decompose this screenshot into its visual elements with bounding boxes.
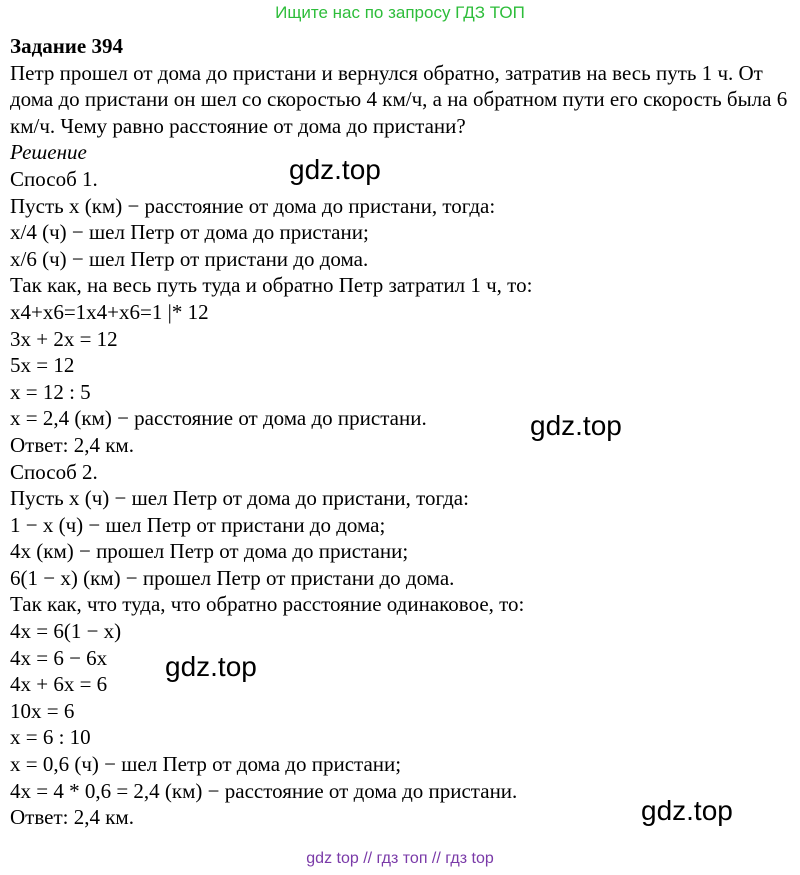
solution-line: 4x = 6 − 6x: [10, 645, 108, 670]
solution-line: Способ 1.: [10, 166, 98, 191]
solution-line: x = 0,6 (ч) − шел Петр от дома до пристани;: [10, 752, 402, 777]
solution-line: x = 6 : 10: [10, 725, 91, 750]
solution-line: 4x = 4 * 0,6 = 2,4 (км) − расстояние от дома до пристани.: [10, 778, 518, 803]
solution-line: x = 2,4 (км) − расстояние от дома до пристани.: [10, 406, 427, 431]
watermark: gdz.top: [289, 154, 381, 185]
solution-line: 3x + 2x = 12: [10, 326, 118, 351]
solution-line: 1 − x (ч) − шел Петр от пристани до дома;: [10, 512, 386, 537]
document-body: [10, 33, 795, 831]
solution-line: Пусть x (ч) − шел Петр от дома до пристани, тогда:: [10, 486, 469, 511]
solution-line: 4x (км) − прошел Петр от дома до пристани;: [10, 539, 409, 564]
solution-line: Ответ: 2,4 км.: [10, 432, 134, 457]
solution-line: 4x + 6x = 6: [10, 672, 108, 697]
watermark: gdz.top: [530, 410, 622, 441]
solution-line: x/6 (ч) − шел Петр от пристани до дома.: [10, 246, 369, 271]
bottom-banner[interactable]: gdz top // гдз топ // гдз top: [306, 850, 494, 867]
watermark: gdz.top: [165, 651, 257, 682]
solution-line: 5x = 12: [10, 353, 75, 378]
solution-line: Так как, на весь путь туда и обратно Петр затратил 1 ч, то:: [10, 273, 533, 298]
top-banner[interactable]: Ищите нас по запросу ГДЗ ТОП: [275, 3, 525, 22]
solution-line: x4+x6=1x4+x6=1 |* 12: [10, 299, 209, 324]
solution-line: Так как, что туда, что обратно расстояние одинаковое, то:: [10, 592, 525, 617]
problem-statement: Петр прошел от дома до пристани и вернулся обратно, затратив на весь путь 1 ч. От дома до пристани он шел со скоростью 4 км/ч, а на обратном пути его скорость была 6 км/ч. Чему равно расстояние от дома до пристани?: [10, 60, 788, 138]
solution-line: x/4 (ч) − шел Петр от дома до пристани;: [10, 220, 369, 245]
solution-heading: Решение: [10, 140, 87, 165]
solution-line: Пусть x (км) − расстояние от дома до пристани, тогда:: [10, 193, 496, 218]
solution-line: x = 12 : 5: [10, 379, 91, 404]
task-title: Задание 394: [10, 34, 123, 58]
solution-lines: [10, 166, 795, 831]
solution-line: 6(1 − x) (км) − прошел Петр от пристани до дома.: [10, 565, 455, 590]
solution-line: 4x = 6(1 − x): [10, 619, 122, 644]
solution-line: 10x = 6: [10, 698, 75, 723]
solution-line: Ответ: 2,4 км.: [10, 805, 134, 830]
solution-line: Способ 2.: [10, 459, 98, 484]
watermark: gdz.top: [641, 795, 733, 826]
